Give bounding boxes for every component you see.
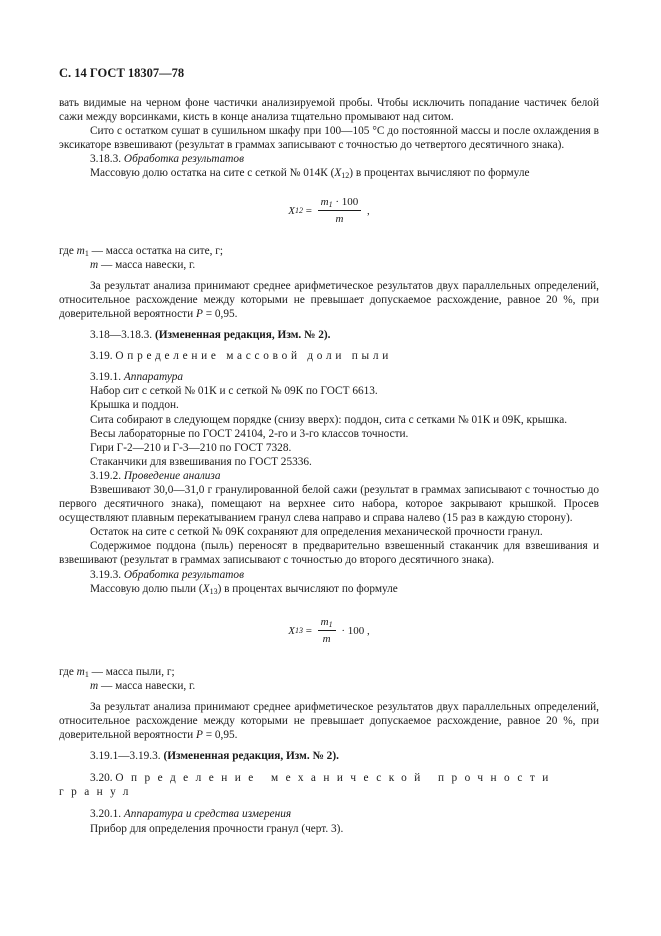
paragraph-residue-kept: Остаток на сите с сеткой № 09К сохраняют для определения механической прочности гранул. [90, 526, 543, 539]
paragraph-sieve-order: Сита собирают в следующем порядке (снизу вверх): поддон, сита с сетками № 01К и 09К, крышка. [90, 413, 568, 426]
section-3-19-1-heading: 3.19.1. Аппаратура [90, 371, 184, 384]
equipment-scales: Весы лабораторные по ГОСТ 24104, 2-го и 3-го классов точности. [90, 427, 409, 440]
formula-x12-fraction: $\frac{m_1 \cdot 100}{m}$ [318, 195, 362, 226]
legend-m1-residue: где $m_1$ — масса остатка на сите, г; [59, 244, 224, 258]
formula-x13-fraction: $\frac{m_1}{m}$ [318, 615, 336, 646]
equipment-weights: Гири Г-2—210 и Г-3—210 по ГОСТ 7328. [90, 441, 292, 454]
section-3-18-3-heading: 3.18.3. Обработка результатов [90, 153, 244, 166]
paragraph-formula-intro-dust: Массовую долю пыли $(X_{13})$ в процентах вычисляют по формуле [90, 582, 398, 596]
page-header: С. 14 ГОСТ 18307—78 [59, 66, 185, 80]
paragraph-continuation: вать видимые на черном фоне частички анализируемой пробы. Чтобы исключить попадание частичек белой сажи между ворсинками, кисть в конце анализа тщательно промывают над ситом. [59, 97, 599, 124]
paragraph-drying: Сито с остатком сушат в сушильном шкафу при 100—105 °С до постоянной массы и после охлаждения в эксикаторе взвешивают (результат в граммах записывают с точностью до четвертого десятичного знака). [59, 125, 599, 152]
section-3-19-heading: 3.19. Определение массовой доли пыли [90, 350, 392, 363]
revision-note-2: 3.19.1—3.19.3. (Измененная редакция, Изм. № 2). [90, 750, 339, 763]
paragraph-dust-transfer: Содержимое поддона (пыль) переносят в предварительно взвешенный стаканчик для взвешивания и взвешивают (результат в граммах записывают с точностью до второго десятичного знака). [59, 540, 599, 567]
equipment-lid: Крышка и поддон. [90, 399, 179, 412]
paragraph-result-2: За результат анализа принимают среднее арифметическое результатов двух параллельных определений, относительное расхождение между которыми не превышает допускаемое расхождение, равное 20 %, при доверительной вероятности P = 0,95. [59, 700, 599, 742]
equipment-sieves: Набор сит с сеткой № 01К и с сеткой № 09К по ГОСТ 6613. [90, 385, 378, 398]
section-3-20-1-heading: 3.20.1. Аппаратура и средства измерения [90, 808, 292, 821]
section-3-19-2-heading: 3.19.2. Проведение анализа [90, 469, 221, 482]
section-3-19-3-heading: 3.19.3. Обработка результатов [90, 568, 244, 581]
revision-note-1: 3.18—3.18.3. (Измененная редакция, Изм. № 2). [90, 329, 331, 342]
formula-x12: X 12 = $\frac{m_1 \cdot 100}{m}$ , [288, 196, 370, 226]
section-3-20-heading: 3.20. Определение механической прочности гранул [59, 772, 556, 799]
legend-m-sample: m — масса навески, г. [90, 258, 196, 271]
legend-m-sample-2: m — масса навески, г. [90, 679, 196, 692]
legend-m1-dust: где $m_1$ — масса пыли, г; [59, 665, 175, 679]
paragraph-weighing: Взвешивают 30,0—31,0 г гранулированной белой сажи (результат в граммах записывают с точностью до первого десятичного знака), помещают на верхнее сито набора, которое закрывают крышкой. Просев осуществляют плавным перекатыванием гранул слева направо и справа налево (15 раз в каждую сторону). [59, 483, 599, 525]
paragraph-device: Прибор для определения прочности гранул (черт. 3). [90, 822, 344, 835]
formula-x13: X 13 = $\frac{m_1}{m}$ · 100 , [288, 616, 370, 646]
paragraph-formula-intro-residue: Массовую долю остатка на сите с сеткой № 014К $(X_{12})$ в процентах вычисляют по формуле [90, 167, 530, 181]
page-content [59, 96, 599, 836]
paragraph-result-1: За результат анализа принимают среднее арифметическое результатов двух параллельных определений, относительное расхождение между которыми не превышает допускаемое расхождение, равное 20 %, при доверительной вероятности P = 0,95. [59, 279, 599, 320]
equipment-cups: Стаканчики для взвешивания по ГОСТ 25336. [90, 455, 312, 468]
